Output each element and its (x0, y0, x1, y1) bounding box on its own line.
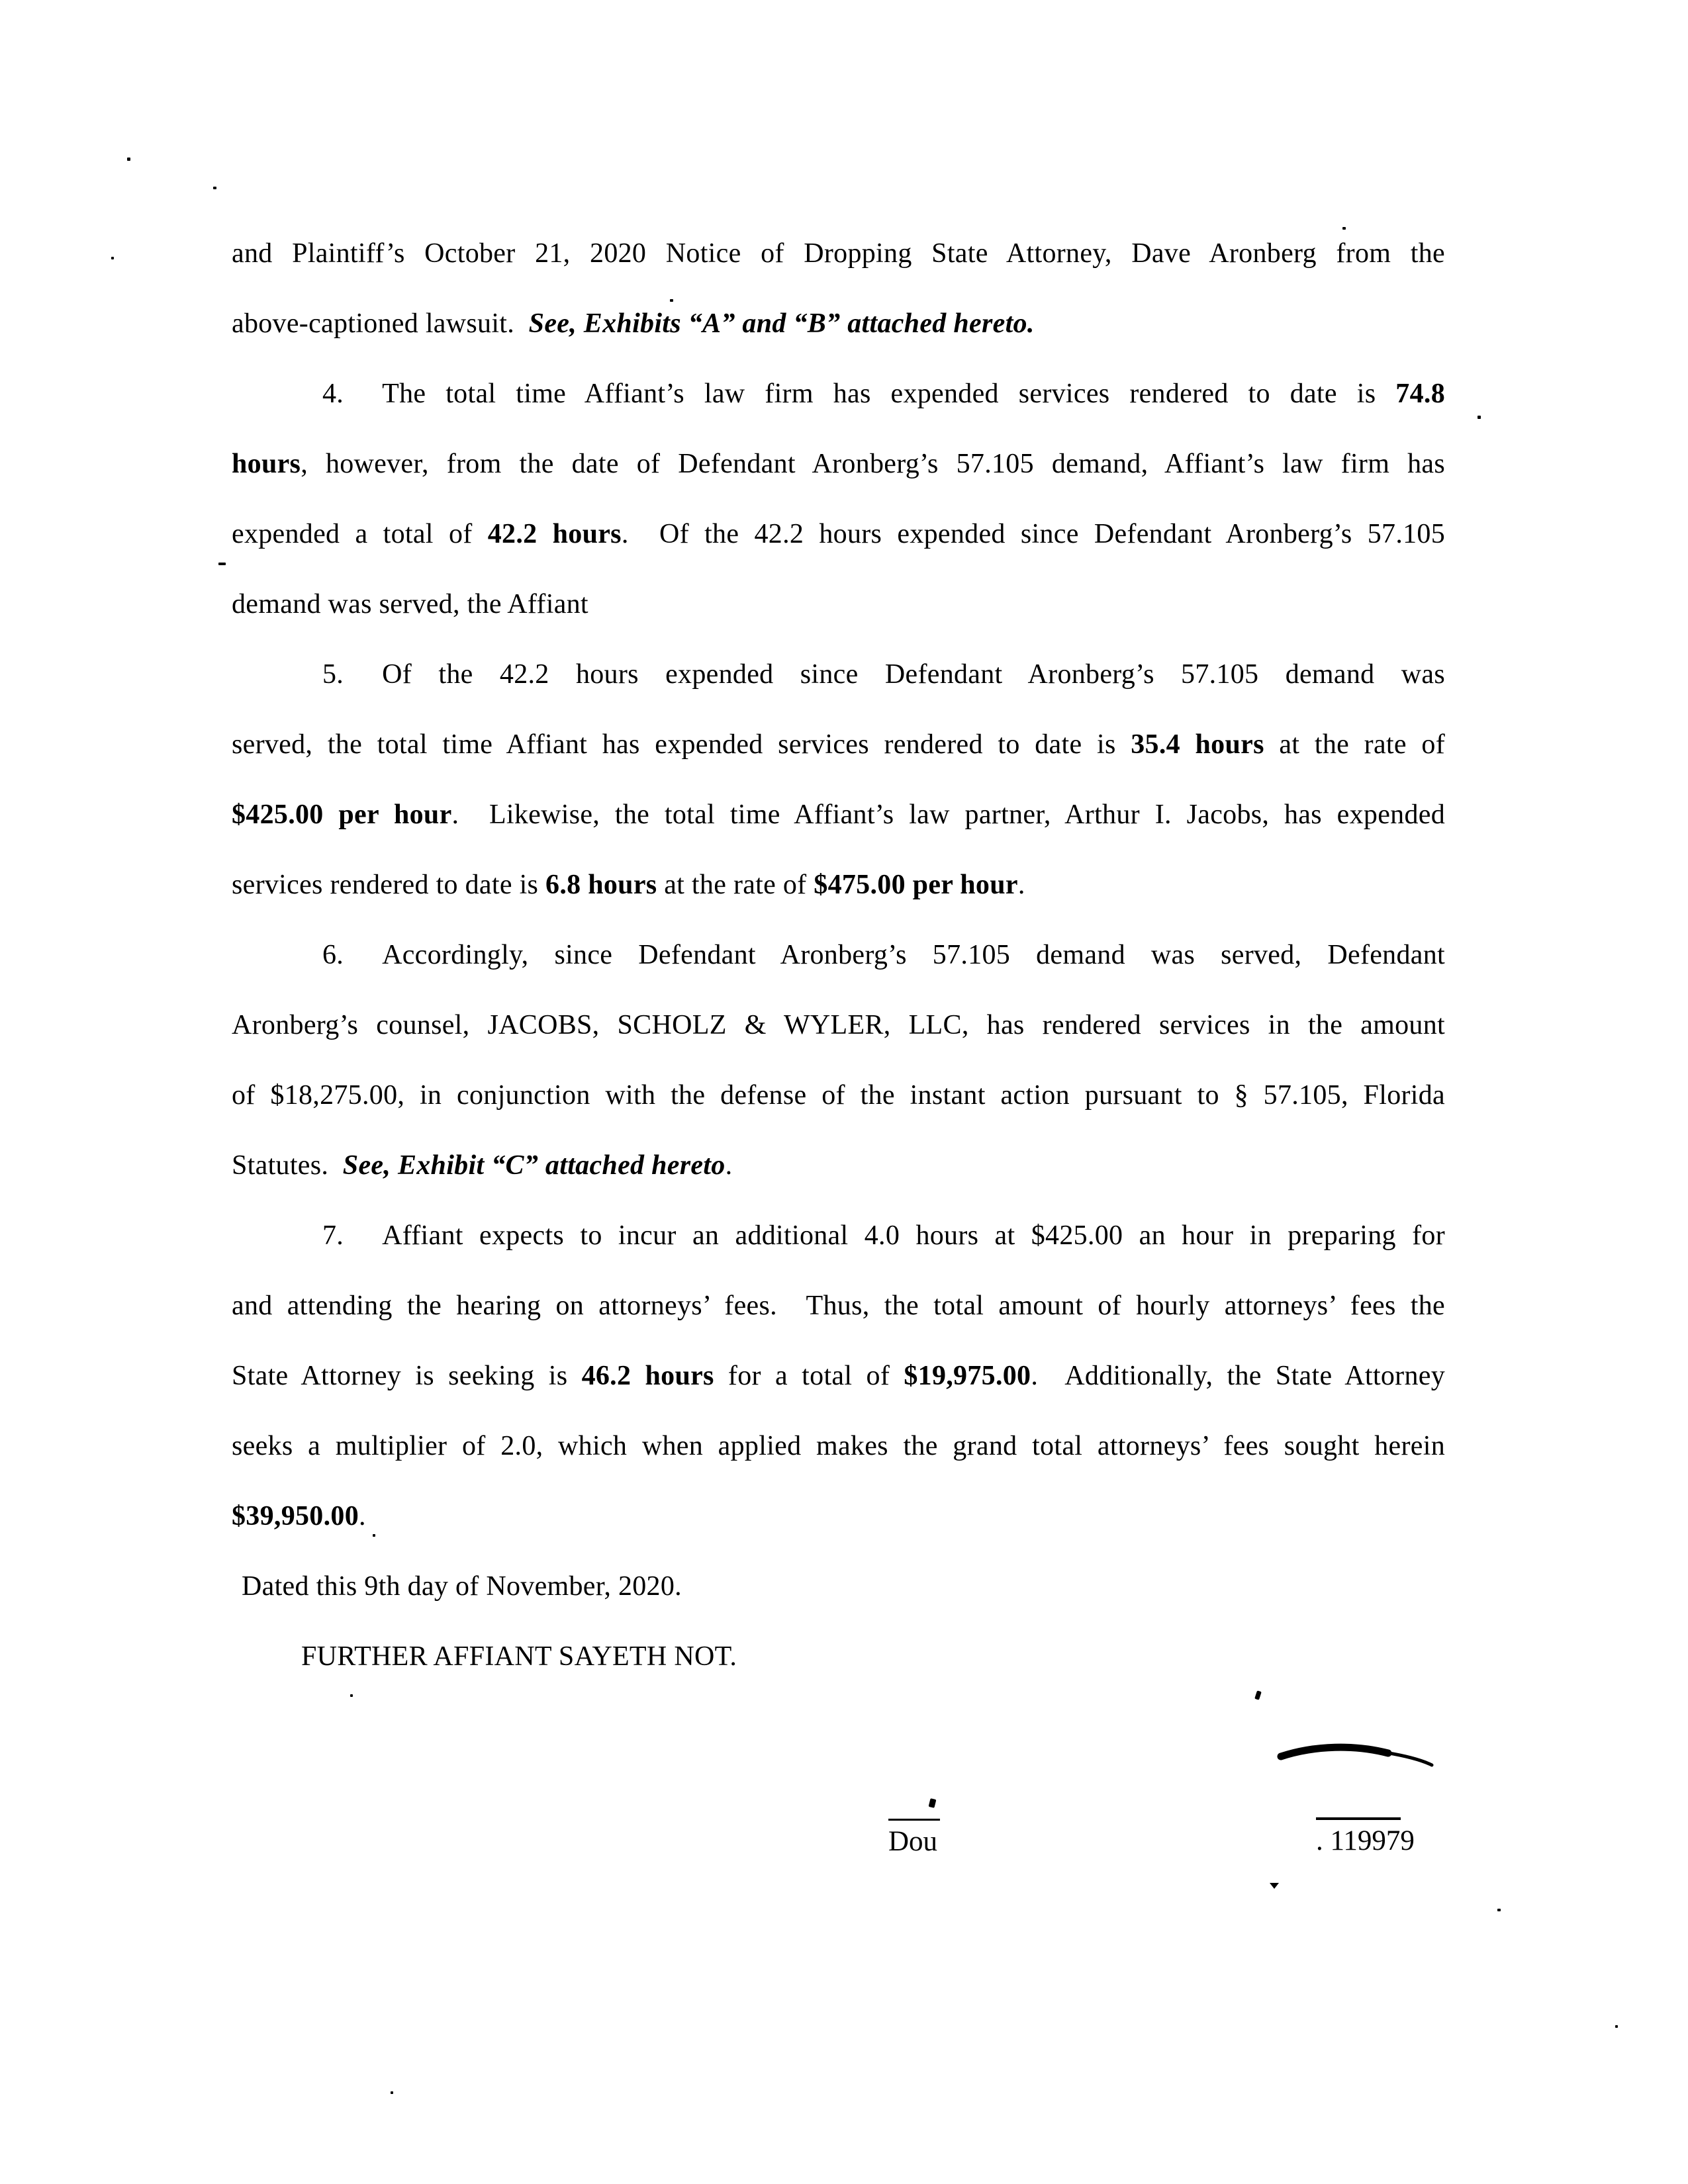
text-segment: at the rate of (657, 870, 814, 900)
signature-stroke (1274, 1739, 1436, 1772)
text-line (232, 639, 1445, 709)
text-line (232, 920, 1445, 990)
text-line (232, 1341, 1445, 1411)
text-segment: $425.00 per hour (232, 799, 452, 830)
text-line (232, 1060, 1445, 1130)
text-line (232, 1551, 1445, 1621)
scan-speck (1615, 2025, 1618, 2028)
text-segment: Of the 42.2 hours expended since Defendant Aronberg’s 57.105 demand was (382, 659, 1445, 690)
text-segment: 6. (322, 940, 344, 970)
scan-speck (218, 563, 226, 565)
text-line (232, 1411, 1445, 1481)
scan-speck (127, 158, 130, 161)
text-segment: served, the total time Affiant has expended services rendered to date is (232, 729, 1131, 760)
text-segment: 46.2 hours (581, 1361, 714, 1391)
text-segment: . (359, 1501, 366, 1531)
text-segment: , however, from the date of Defendant Aronberg’s 57.105 demand, Affiant’s law firm has (301, 449, 1445, 479)
text-segment: $475.00 per hour (814, 870, 1018, 900)
text-segment: above-captioned lawsuit. (232, 308, 529, 339)
text-segment: Aronberg’s counsel, JACOBS, SCHOLZ & WYLER, LLC, has rendered services in the amount (232, 1010, 1445, 1040)
text-segment: The total time Affiant’s law firm has expended services rendered to date is (382, 379, 1396, 409)
scan-speck (373, 1534, 375, 1537)
text-segment: . (1017, 870, 1025, 900)
text-line (232, 218, 1445, 289)
scan-speck (1477, 416, 1481, 419)
text-line (232, 499, 1445, 569)
text-line (232, 359, 1445, 429)
signature-line (888, 1819, 940, 1821)
triangle-mark (1270, 1883, 1279, 1889)
text-segment: expended a total of (232, 519, 488, 549)
text-segment: hours (232, 449, 301, 479)
scan-speck (670, 299, 673, 302)
text-segment: Dated this 9th day of November, 2020. (242, 1571, 682, 1602)
text-line (232, 1481, 1445, 1551)
text-segment: See, Exhibits “A” and “B” attached hereto. (528, 308, 1035, 339)
text-line (232, 709, 1445, 780)
text-segment: 5. (322, 659, 344, 690)
text-segment: services rendered to date is (232, 870, 546, 900)
text-segment: . (725, 1150, 733, 1181)
text-segment: 6.8 hours (545, 870, 657, 900)
text-segment: Accordingly, since Defendant Aronberg’s 57.105 demand was served, Defendant (382, 940, 1445, 970)
text-line (232, 569, 1445, 639)
bar-number-line (1316, 1817, 1401, 1820)
text-line (232, 289, 1445, 359)
text-segment: $39,950.00 (232, 1501, 359, 1531)
text-segment: State Attorney is seeking is (232, 1361, 582, 1391)
text-segment: at the rate of (1264, 729, 1446, 760)
text-line (232, 1271, 1445, 1341)
text-segment: 42.2 hours (487, 519, 622, 549)
text-segment: FURTHER AFFIANT SAYETH NOT. (301, 1641, 737, 1672)
scan-speck (111, 257, 114, 259)
text-segment: 35.4 hours (1131, 729, 1264, 760)
document-body (232, 218, 1445, 1692)
text-segment: 4. (322, 379, 344, 409)
text-line (232, 1130, 1445, 1201)
bar-number-fragment: . 119979 (1316, 1825, 1415, 1856)
scan-speck (1497, 1909, 1501, 1911)
text-segment: 74.8 (1395, 379, 1445, 409)
text-line (232, 850, 1445, 920)
text-line (232, 990, 1445, 1060)
text-segment: . Of the 42.2 hours expended since Defendant Aronberg’s 57.105 (621, 519, 1446, 549)
pen-tick (1254, 1690, 1262, 1700)
text-segment: Affiant expects to incur an additional 4.0 hours at $425.00 an hour in preparing for (382, 1220, 1445, 1251)
scan-speck (213, 187, 216, 189)
scan-speck (391, 2091, 393, 2094)
text-segment: . Additionally, the State Attorney (1031, 1361, 1445, 1391)
text-segment: 7. (322, 1220, 344, 1251)
text-segment: and attending the hearing on attorneys’ fees. Thus, the total amount of hourly attorneys’ fees the (232, 1291, 1445, 1321)
text-segment: demand was served, the Affiant (232, 589, 588, 619)
text-segment: . Likewise, the total time Affiant’s law partner, Arthur I. Jacobs, has expended (451, 799, 1445, 830)
scan-speck (350, 1694, 353, 1697)
text-line (232, 780, 1445, 850)
bar-number-block (1316, 1817, 1415, 1856)
text-segment: seeks a multiplier of 2.0, which when applied makes the grand total attorneys’ fees sought herein (232, 1431, 1445, 1461)
text-line (232, 1621, 1445, 1692)
text-line (232, 1201, 1445, 1271)
signature-name-block (888, 1819, 940, 1857)
text-segment: of $18,275.00, in conjunction with the defense of the instant action pursuant to § 57.105, Florida (232, 1080, 1445, 1111)
text-segment: for a total of (714, 1361, 904, 1391)
text-segment: See, Exhibit “C” attached hereto (342, 1150, 726, 1181)
text-line (232, 429, 1445, 499)
text-segment: and Plaintiff’s October 21, 2020 Notice of Dropping State Attorney, Dave Aronberg from the (232, 238, 1445, 269)
scan-speck (1342, 227, 1346, 230)
text-segment: $19,975.00 (904, 1361, 1031, 1391)
pen-tick (929, 1798, 937, 1808)
signature-name-fragment: Dou (888, 1826, 938, 1857)
text-segment: Statutes. (232, 1150, 343, 1181)
